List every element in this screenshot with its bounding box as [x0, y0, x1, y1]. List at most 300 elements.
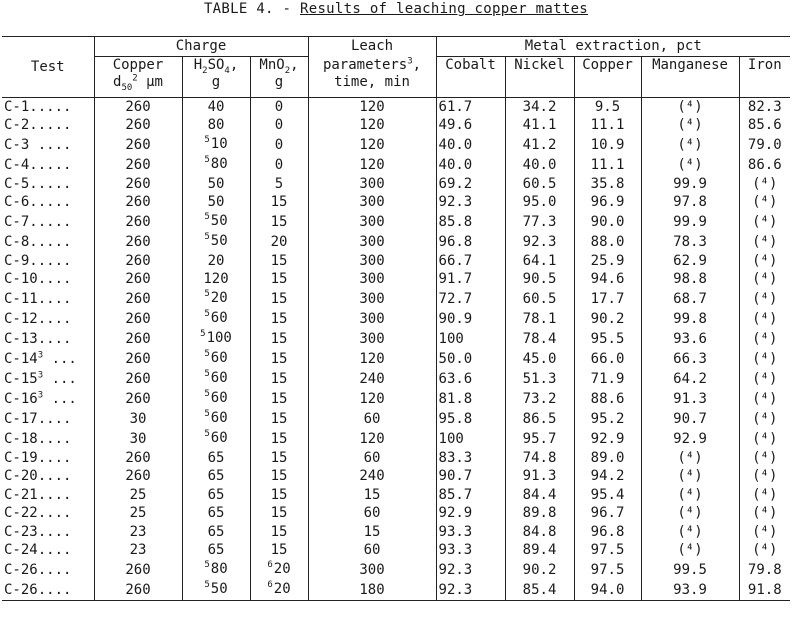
cell-time: 15: [308, 523, 436, 542]
header-time-label: time, min: [334, 73, 410, 90]
cell-test-id: C-19....: [4, 449, 72, 466]
cell-cobalt: 92.3: [436, 560, 505, 580]
cell-copper-size: 30: [94, 429, 182, 449]
cell-nickel: 84.8: [505, 523, 574, 542]
cell-cobalt: 83.3: [436, 449, 505, 468]
cell-mno2: 20: [250, 232, 308, 252]
table-row: [2, 309, 790, 329]
table-row: [2, 252, 790, 271]
cell-manganese: (⁴): [641, 486, 739, 505]
cell-copper-extraction: 25.9: [574, 252, 641, 271]
cell-time: 120: [308, 116, 436, 135]
cell-copper-size: 260: [94, 193, 182, 212]
cell-iron: (⁴): [739, 270, 790, 289]
cell-nickel: 85.4: [505, 580, 574, 601]
cell-time: 300: [308, 309, 436, 329]
cell-h2so4: $^5$20: [182, 289, 250, 309]
cell-iron: (⁴): [739, 349, 790, 369]
cell-time: 300: [308, 252, 436, 271]
cell-cobalt: 96.8: [436, 232, 505, 252]
cell-copper-extraction: 95.2: [574, 409, 641, 429]
header-nickel: Nickel: [505, 57, 574, 98]
cell-iron: (⁴): [739, 369, 790, 389]
cell-copper-extraction: 88.0: [574, 232, 641, 252]
cell-h2so4: 65: [182, 541, 250, 560]
cell-copper-extraction: 95.5: [574, 329, 641, 349]
table-row: [2, 193, 790, 212]
cell-copper-extraction: 10.9: [574, 135, 641, 155]
cell-time: 120: [308, 349, 436, 369]
cell-cobalt: 93.3: [436, 541, 505, 560]
cell-nickel: 60.5: [505, 289, 574, 309]
cell-test-id: $C-16^3$ ...: [4, 389, 77, 407]
cell-h2so4: $^5$50: [182, 232, 250, 252]
header-h2so4: [182, 57, 250, 98]
cell-h2so4: 120: [182, 270, 250, 289]
cell-manganese: 98.8: [641, 270, 739, 289]
header-test: [2, 57, 94, 98]
table-row: [2, 409, 790, 429]
cell-h2so4: $^5$10: [182, 135, 250, 155]
cell-iron: (⁴): [739, 486, 790, 505]
cell-h2so4: $^5$100: [182, 329, 250, 349]
cell-copper-extraction: 97.5: [574, 560, 641, 580]
cell-mno2: 0: [250, 97, 308, 116]
cell-nickel: 90.5: [505, 270, 574, 289]
header-charge: Charge: [94, 37, 308, 57]
cell-mno2: 15: [250, 429, 308, 449]
cell-cobalt: 72.7: [436, 289, 505, 309]
cell-cobalt: 63.6: [436, 369, 505, 389]
cell-copper-size: 260: [94, 116, 182, 135]
cell-iron: (⁴): [739, 252, 790, 271]
cell-copper-extraction: 92.9: [574, 429, 641, 449]
cell-mno2: $^6$20: [250, 580, 308, 601]
cell-manganese: 78.3: [641, 232, 739, 252]
cell-h2so4: $^5$60: [182, 409, 250, 429]
cell-copper-size: 260: [94, 155, 182, 175]
cell-time: 300: [308, 193, 436, 212]
cell-iron: 79.8: [739, 560, 790, 580]
cell-mno2: $^6$20: [250, 560, 308, 580]
table-body: [2, 97, 790, 600]
cell-mno2: 15: [250, 467, 308, 486]
cell-test-id: $C-14^3$ ...: [4, 349, 77, 367]
cell-mno2: 15: [250, 541, 308, 560]
cell-h2so4: 50: [182, 175, 250, 194]
cell-cobalt: 85.8: [436, 212, 505, 232]
cell-nickel: 84.4: [505, 486, 574, 505]
table-row: [2, 329, 790, 349]
header-metal-extraction: Metal extraction, pct: [436, 37, 790, 57]
cell-h2so4: 65: [182, 467, 250, 486]
cell-copper-size: 260: [94, 449, 182, 468]
cell-test-id: C-11....: [4, 290, 72, 307]
cell-nickel: 89.8: [505, 504, 574, 523]
cell-mno2: 15: [250, 289, 308, 309]
cell-test-id: C-9.....: [4, 252, 72, 269]
cell-test-id: C-3 ....: [4, 136, 72, 153]
cell-h2so4: 65: [182, 504, 250, 523]
table-row: [2, 97, 790, 116]
cell-time: 300: [308, 232, 436, 252]
header-copper-label: Copper: [112, 57, 164, 73]
cell-manganese: (⁴): [641, 523, 739, 542]
cell-iron: (⁴): [739, 289, 790, 309]
cell-time: 120: [308, 389, 436, 409]
cell-manganese: (⁴): [641, 467, 739, 486]
cell-nickel: 41.1: [505, 116, 574, 135]
cell-cobalt: 90.7: [436, 467, 505, 486]
cell-iron: (⁴): [739, 467, 790, 486]
cell-time: 60: [308, 504, 436, 523]
cell-copper-extraction: 71.9: [574, 369, 641, 389]
cell-cobalt: 92.9: [436, 504, 505, 523]
cell-iron: (⁴): [739, 449, 790, 468]
cell-time: 300: [308, 212, 436, 232]
cell-manganese: 66.3: [641, 349, 739, 369]
cell-mno2: 15: [250, 504, 308, 523]
cell-copper-extraction: 96.9: [574, 193, 641, 212]
cell-manganese: 92.9: [641, 429, 739, 449]
table-row: [2, 135, 790, 155]
cell-nickel: 51.3: [505, 369, 574, 389]
cell-copper-size: 23: [94, 523, 182, 542]
table-row: [2, 541, 790, 560]
cell-test-id: C-10....: [4, 271, 72, 288]
cell-iron: (⁴): [739, 504, 790, 523]
table-row: [2, 580, 790, 601]
cell-mno2: 15: [250, 349, 308, 369]
cell-nickel: 40.0: [505, 155, 574, 175]
cell-copper-size: 260: [94, 270, 182, 289]
cell-time: 300: [308, 560, 436, 580]
cell-copper-extraction: 96.7: [574, 504, 641, 523]
cell-manganese: 93.9: [641, 580, 739, 601]
table-title-subtitle: Results of leaching copper mattes: [299, 1, 589, 17]
cell-nickel: 95.7: [505, 429, 574, 449]
cell-h2so4: $^5$80: [182, 155, 250, 175]
table-title: [0, 0, 792, 18]
cell-time: 300: [308, 329, 436, 349]
table-row: [2, 232, 790, 252]
cell-manganese: (⁴): [641, 155, 739, 175]
cell-copper-size: 260: [94, 252, 182, 271]
cell-h2so4: 80: [182, 116, 250, 135]
cell-copper-size: 260: [94, 349, 182, 369]
cell-copper-extraction: 66.0: [574, 349, 641, 369]
cell-copper-size: 260: [94, 289, 182, 309]
cell-nickel: 73.2: [505, 389, 574, 409]
cell-h2so4: $^5$50: [182, 212, 250, 232]
cell-cobalt: 85.7: [436, 486, 505, 505]
cell-test-id: C-23....: [4, 523, 72, 540]
cell-manganese: 99.9: [641, 212, 739, 232]
cell-copper-extraction: 11.1: [574, 116, 641, 135]
table-row: [2, 504, 790, 523]
cell-nickel: 34.2: [505, 97, 574, 116]
cell-manganese: 64.2: [641, 369, 739, 389]
header-leach-params: [308, 57, 436, 98]
cell-nickel: 45.0: [505, 349, 574, 369]
cell-manganese: 97.8: [641, 193, 739, 212]
cell-time: 180: [308, 580, 436, 601]
cell-cobalt: 92.3: [436, 193, 505, 212]
cell-copper-size: 25: [94, 504, 182, 523]
cell-mno2: 15: [250, 252, 308, 271]
cell-iron: (⁴): [739, 175, 790, 194]
cell-manganese: 62.9: [641, 252, 739, 271]
cell-cobalt: 93.3: [436, 523, 505, 542]
cell-copper-size: 260: [94, 369, 182, 389]
header-test-top: [2, 37, 94, 57]
cell-test-id: C-26....: [4, 561, 72, 578]
cell-iron: 85.6: [739, 116, 790, 135]
cell-cobalt: 49.6: [436, 116, 505, 135]
cell-copper-extraction: 11.1: [574, 155, 641, 175]
cell-time: 60: [308, 449, 436, 468]
cell-copper-size: 260: [94, 175, 182, 194]
cell-nickel: 92.3: [505, 232, 574, 252]
table-row: [2, 449, 790, 468]
cell-h2so4: $^5$80: [182, 560, 250, 580]
cell-nickel: 90.2: [505, 560, 574, 580]
table-row: [2, 155, 790, 175]
header-mno2-unit: g: [274, 74, 284, 90]
cell-manganese: 99.8: [641, 309, 739, 329]
cell-copper-extraction: 89.0: [574, 449, 641, 468]
cell-mno2: 15: [250, 523, 308, 542]
cell-manganese: 91.3: [641, 389, 739, 409]
cell-nickel: 78.4: [505, 329, 574, 349]
cell-nickel: 86.5: [505, 409, 574, 429]
cell-cobalt: 40.0: [436, 135, 505, 155]
cell-h2so4: 65: [182, 449, 250, 468]
cell-test-id: C-13....: [4, 330, 72, 347]
cell-mno2: 0: [250, 155, 308, 175]
cell-copper-size: 260: [94, 580, 182, 601]
table-row: [2, 523, 790, 542]
cell-test-id: C-5.....: [4, 175, 72, 192]
cell-iron: 91.8: [739, 580, 790, 601]
cell-manganese: (⁴): [641, 97, 739, 116]
cell-cobalt: 40.0: [436, 155, 505, 175]
cell-copper-extraction: 88.6: [574, 389, 641, 409]
cell-iron: (⁴): [739, 389, 790, 409]
header-d50-label: $d_{50}^2$ µm: [113, 73, 163, 93]
cell-copper-size: 30: [94, 409, 182, 429]
cell-iron: 82.3: [739, 97, 790, 116]
cell-copper-size: 260: [94, 135, 182, 155]
cell-time: 120: [308, 135, 436, 155]
cell-time: 120: [308, 97, 436, 116]
cell-copper-extraction: 35.8: [574, 175, 641, 194]
cell-copper-size: 260: [94, 329, 182, 349]
cell-mno2: 15: [250, 270, 308, 289]
cell-copper-size: 260: [94, 309, 182, 329]
table-row: [2, 369, 790, 389]
cell-copper-size: 23: [94, 541, 182, 560]
cell-mno2: 15: [250, 193, 308, 212]
cell-h2so4: $^5$60: [182, 369, 250, 389]
cell-time: 120: [308, 429, 436, 449]
cell-time: 240: [308, 369, 436, 389]
cell-manganese: (⁴): [641, 135, 739, 155]
header-h2so4-unit: g: [211, 74, 221, 90]
cell-iron: (⁴): [739, 232, 790, 252]
header-cobalt: Cobalt: [436, 57, 505, 98]
leaching-results-table: [2, 36, 790, 601]
cell-nickel: 60.5: [505, 175, 574, 194]
table-row: [2, 560, 790, 580]
cell-time: 120: [308, 155, 436, 175]
cell-h2so4: 20: [182, 252, 250, 271]
cell-mno2: 15: [250, 409, 308, 429]
cell-h2so4: $^5$60: [182, 429, 250, 449]
cell-iron: 79.0: [739, 135, 790, 155]
header-manganese: Manganese: [641, 57, 739, 98]
cell-mno2: 0: [250, 135, 308, 155]
cell-test-id: C-18....: [4, 430, 72, 447]
cell-mno2: 15: [250, 369, 308, 389]
cell-test-id: C-24....: [4, 542, 72, 559]
cell-mno2: 0: [250, 116, 308, 135]
header-test-label: Test: [30, 58, 65, 75]
cell-time: 240: [308, 467, 436, 486]
cell-cobalt: 50.0: [436, 349, 505, 369]
cell-manganese: (⁴): [641, 504, 739, 523]
header-copper-pct: Copper: [574, 57, 641, 98]
cell-mno2: 15: [250, 449, 308, 468]
cell-mno2: 15: [250, 486, 308, 505]
cell-test-id: C-7.....: [4, 213, 72, 230]
cell-iron: (⁴): [739, 309, 790, 329]
cell-nickel: 78.1: [505, 309, 574, 329]
cell-copper-extraction: 95.4: [574, 486, 641, 505]
cell-test-id: C-8.....: [4, 233, 72, 250]
cell-h2so4: 50: [182, 193, 250, 212]
cell-manganese: (⁴): [641, 541, 739, 560]
cell-test-id: C-1.....: [4, 98, 72, 115]
table-row: [2, 116, 790, 135]
cell-nickel: 91.3: [505, 467, 574, 486]
cell-copper-size: 25: [94, 486, 182, 505]
cell-manganese: 90.7: [641, 409, 739, 429]
cell-h2so4: $^5$50: [182, 580, 250, 601]
cell-cobalt: 100: [436, 329, 505, 349]
cell-nickel: 64.1: [505, 252, 574, 271]
header-mno2: [250, 57, 308, 98]
table-row: [2, 270, 790, 289]
table-title-label: TABLE 4. -: [203, 1, 300, 17]
cell-iron: (⁴): [739, 193, 790, 212]
header-iron: Iron: [739, 57, 790, 98]
cell-nickel: 77.3: [505, 212, 574, 232]
cell-cobalt: 91.7: [436, 270, 505, 289]
cell-time: 60: [308, 409, 436, 429]
header-leach: Leach: [308, 37, 436, 57]
cell-h2so4: $^5$60: [182, 309, 250, 329]
table-row: [2, 486, 790, 505]
cell-time: 15: [308, 486, 436, 505]
cell-iron: (⁴): [739, 329, 790, 349]
cell-iron: (⁴): [739, 541, 790, 560]
table-row: [2, 212, 790, 232]
cell-manganese: 68.7: [641, 289, 739, 309]
cell-time: 60: [308, 541, 436, 560]
cell-test-id: C-26....: [2, 580, 94, 601]
cell-copper-size: 260: [94, 232, 182, 252]
cell-cobalt: 90.9: [436, 309, 505, 329]
cell-copper-extraction: 97.5: [574, 541, 641, 560]
cell-test-id: C-4.....: [4, 156, 72, 173]
cell-copper-size: 260: [94, 560, 182, 580]
table-row: [2, 429, 790, 449]
cell-mno2: 15: [250, 389, 308, 409]
cell-mno2: 15: [250, 212, 308, 232]
cell-test-id: C-21....: [4, 486, 72, 503]
cell-mno2: 15: [250, 309, 308, 329]
cell-copper-extraction: 94.2: [574, 467, 641, 486]
cell-copper-extraction: 17.7: [574, 289, 641, 309]
cell-nickel: 95.0: [505, 193, 574, 212]
cell-iron: (⁴): [739, 429, 790, 449]
cell-nickel: 74.8: [505, 449, 574, 468]
cell-test-id: C-2.....: [4, 117, 72, 134]
cell-test-id: C-20....: [4, 468, 72, 485]
cell-copper-size: 260: [94, 212, 182, 232]
table-row: [2, 289, 790, 309]
cell-cobalt: 95.8: [436, 409, 505, 429]
cell-copper-size: 260: [94, 389, 182, 409]
cell-mno2: 5: [250, 175, 308, 194]
header-copper-size: [94, 57, 182, 98]
cell-h2so4: 65: [182, 523, 250, 542]
cell-time: 300: [308, 270, 436, 289]
cell-nickel: 89.4: [505, 541, 574, 560]
cell-cobalt: 69.2: [436, 175, 505, 194]
table-row: [2, 175, 790, 194]
cell-copper-extraction: 90.2: [574, 309, 641, 329]
cell-iron: (⁴): [739, 523, 790, 542]
cell-time: 300: [308, 289, 436, 309]
cell-manganese: (⁴): [641, 116, 739, 135]
cell-cobalt: 66.7: [436, 252, 505, 271]
cell-copper-extraction: 94.0: [574, 580, 641, 601]
cell-h2so4: $^5$60: [182, 389, 250, 409]
cell-time: 300: [308, 175, 436, 194]
table-row: [2, 467, 790, 486]
cell-copper-extraction: 90.0: [574, 212, 641, 232]
cell-h2so4: 40: [182, 97, 250, 116]
cell-mno2: 15: [250, 329, 308, 349]
cell-copper-extraction: 9.5: [574, 97, 641, 116]
cell-iron: (⁴): [739, 409, 790, 429]
cell-test-id: C-22....: [4, 505, 72, 522]
cell-h2so4: 65: [182, 486, 250, 505]
cell-cobalt: 61.7: [436, 97, 505, 116]
cell-iron: 86.6: [739, 155, 790, 175]
cell-test-id: C-12....: [4, 310, 72, 327]
cell-manganese: 99.9: [641, 175, 739, 194]
header-h2so4-label: $H_2SO_4$,: [193, 57, 239, 76]
header-parameters-label: parameters$^3$,: [322, 56, 422, 73]
table-row: [2, 349, 790, 369]
cell-copper-size: 260: [94, 97, 182, 116]
cell-iron: (⁴): [739, 212, 790, 232]
cell-copper-extraction: 96.8: [574, 523, 641, 542]
cell-h2so4: $^5$60: [182, 349, 250, 369]
